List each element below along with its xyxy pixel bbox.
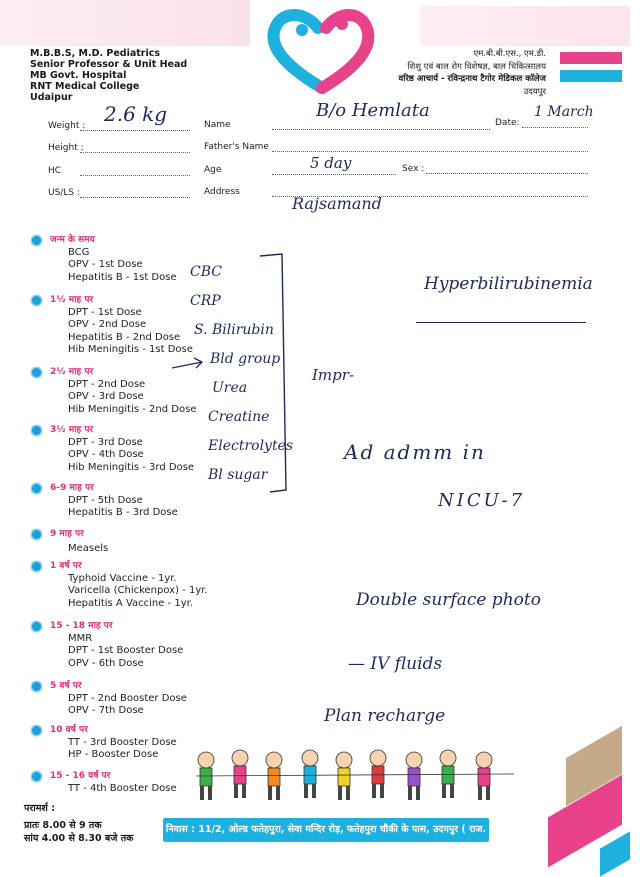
- investigation-item: Creatine: [208, 409, 270, 425]
- investigation-item: CBC: [190, 264, 222, 280]
- vaccine-item: Hib Meningitis - 3rd Dose: [68, 461, 195, 473]
- vaccine-item: DPT - 5th Dose: [68, 494, 143, 506]
- schedule-age: 1 वर्ष पर: [32, 560, 208, 573]
- investigation-item: Urea: [212, 380, 248, 396]
- header-stripe-left: [0, 0, 250, 46]
- vaccine-item: OPV - 1st Dose: [68, 259, 143, 270]
- hc-label: HC: [48, 166, 62, 176]
- schedule-group: [32, 560, 208, 610]
- schedule-age: जन्म के समय: [32, 234, 177, 247]
- doctor-qualification: M.B.B.S, M.D. Pediatrics: [30, 48, 161, 59]
- usls-line: [80, 197, 190, 198]
- vaccine-item: OPV - 3rd Dose: [68, 391, 144, 402]
- address-label: Address: [204, 187, 240, 197]
- header-stripe-pink: [560, 52, 622, 64]
- impression-label: Impr-: [312, 366, 354, 384]
- investigation-item: Electrolytes: [208, 438, 294, 454]
- vaccine-item: DPT - 1st Dose: [68, 306, 142, 318]
- schedule-age: 2½ माह पर: [32, 366, 196, 379]
- corner-block-blue: [600, 831, 630, 876]
- height-label: Height :: [48, 143, 84, 153]
- vaccine-item: OPV - 7th Dose: [68, 705, 144, 716]
- schedule-group: [32, 528, 108, 555]
- schedule-age: 9 माह पर: [32, 528, 108, 541]
- evening-hours: सांय 4.00 से 8.30 बजे तक: [24, 833, 134, 844]
- date-line: [522, 127, 588, 128]
- father-name-label: Father's Name: [204, 142, 269, 152]
- father-name-line: [272, 151, 588, 152]
- investigation-item: S. Bilirubin: [194, 322, 274, 338]
- weight-line: [80, 130, 190, 131]
- schedule-group: [32, 770, 177, 795]
- header-stripe-top: [420, 6, 630, 46]
- doctor-info: [30, 48, 187, 103]
- residence-address: निवास : 11/2, ओल्ड फतेहपुरा, सेवा मन्दिर रोड़, फतेहपुरा चौकी के पास, उदयपुर ( राज. ): [163, 818, 489, 842]
- sex-label: Sex :: [402, 164, 425, 174]
- doctor-title: Senior Professor & Unit Head: [30, 59, 188, 70]
- consult-label: परामर्श :: [24, 803, 55, 814]
- vaccine-item: Hepatitis B - 2nd Dose: [68, 331, 181, 343]
- vaccine-item: OPV - 2nd Dose: [68, 319, 147, 330]
- vaccine-item: TT - 3rd Booster Dose: [68, 736, 177, 748]
- therapy-note: Double surface photo: [356, 590, 541, 610]
- vaccine-item: Hepatitis A Vaccine - 1yr.: [68, 597, 194, 609]
- hospital-name: MB Govt. Hospital: [30, 70, 127, 81]
- vaccine-item: HP - Booster Dose: [68, 749, 159, 760]
- college-name: RNT Medical College: [30, 81, 140, 92]
- date-label: Date:: [495, 118, 520, 128]
- schedule-age: 1½ माह पर: [32, 294, 193, 307]
- name-label: Name: [204, 120, 231, 130]
- schedule-group: [32, 724, 177, 762]
- plan-note: Plan recharge: [324, 706, 446, 726]
- vaccine-item: DPT - 1st Booster Dose: [68, 645, 184, 656]
- morning-hours: प्रातः 8.00 से 9 तक: [24, 820, 102, 831]
- schedule-age: 5 वर्ष पर: [32, 680, 187, 693]
- hc-line: [80, 175, 190, 176]
- vaccine-item: OPV - 4th Dose: [68, 449, 144, 460]
- sex-line: [426, 173, 588, 174]
- vaccine-item: Hib Meningitis - 1st Dose: [68, 344, 193, 355]
- vaccine-item: DPT - 3rd Dose: [68, 436, 143, 448]
- consult-hours: [24, 802, 133, 845]
- name-line: [272, 129, 490, 130]
- age-line: [272, 174, 396, 175]
- city-name: Udaipur: [30, 92, 73, 103]
- vaccine-item: Hepatitis B - 3rd Dose: [68, 507, 178, 518]
- bracket-mark-icon: [168, 250, 308, 500]
- schedule-age: 10 वर्ष पर: [32, 724, 177, 737]
- investigation-item: CRP: [190, 293, 221, 309]
- height-line: [80, 152, 190, 153]
- schedule-age: 15 - 18 माह पर: [32, 620, 183, 633]
- header-stripe-blue: [560, 70, 622, 82]
- schedule-age: 15 - 16 वर्ष पर: [32, 770, 177, 783]
- vaccine-item: MMR: [68, 632, 93, 644]
- vaccine-item: Measels: [68, 542, 109, 554]
- schedule-group: [32, 482, 178, 520]
- weight-value: 2.6 kg: [104, 102, 168, 126]
- vaccine-item: DPT - 2nd Dose: [68, 378, 146, 390]
- usls-label: US/LS :: [48, 188, 80, 198]
- diagnosis-text: Hyperbilirubinemia: [424, 274, 593, 294]
- vaccine-item: Varicella (Chickenpox) - 1yr.: [68, 585, 208, 596]
- doctor-speciality-hindi: शिशु एवं बाल रोग विशेषज्ञ, बाल चिकित्सालय: [407, 61, 546, 72]
- vaccine-item: TT - 4th Booster Dose: [68, 782, 177, 794]
- diagnosis-underline: [416, 322, 586, 323]
- vaccine-item: Hepatitis B - 1st Dose: [68, 271, 177, 283]
- date-value: 1 March: [534, 104, 594, 120]
- vaccine-item: DPT - 2nd Booster Dose: [68, 692, 187, 704]
- weight-label: Weight :: [48, 121, 86, 131]
- schedule-group: [32, 234, 177, 284]
- name-value: B/o Hemlata: [316, 100, 430, 121]
- schedule-age: 6-9 माह पर: [32, 482, 178, 495]
- schedule-group: [32, 680, 187, 718]
- doctor-role-hindi: वरिष्ठ आचार्य - रविन्द्रनाथ टैगोर मेडिकल कॉलेज: [398, 74, 546, 84]
- admission-note: Ad admm in: [344, 440, 486, 464]
- age-label: Age: [204, 165, 222, 175]
- address-value: Rajsamand: [292, 194, 382, 213]
- investigation-item: Bl sugar: [208, 467, 268, 483]
- vaccine-item: BCG: [68, 246, 90, 258]
- age-value: 5 day: [310, 154, 352, 172]
- doctor-qualification-hindi: एम.बी.बी.एस., एम.डी.: [473, 49, 546, 59]
- vaccine-item: Typhoid Vaccine - 1yr.: [68, 572, 177, 584]
- fluids-note: — IV fluids: [348, 654, 443, 674]
- children-illustration-icon: [192, 746, 522, 808]
- investigation-item: Bld group: [210, 351, 281, 367]
- schedule-group: [32, 620, 183, 670]
- unit-note: NICU-7: [438, 490, 526, 511]
- schedule-age: 3½ माह पर: [32, 424, 194, 437]
- doctor-city-hindi: उदयपुर: [523, 86, 546, 97]
- doctor-info-hindi: [360, 48, 546, 98]
- vaccine-item: OPV - 6th Dose: [68, 657, 144, 669]
- vaccine-item: Hib Meningitis - 2nd Dose: [68, 403, 197, 415]
